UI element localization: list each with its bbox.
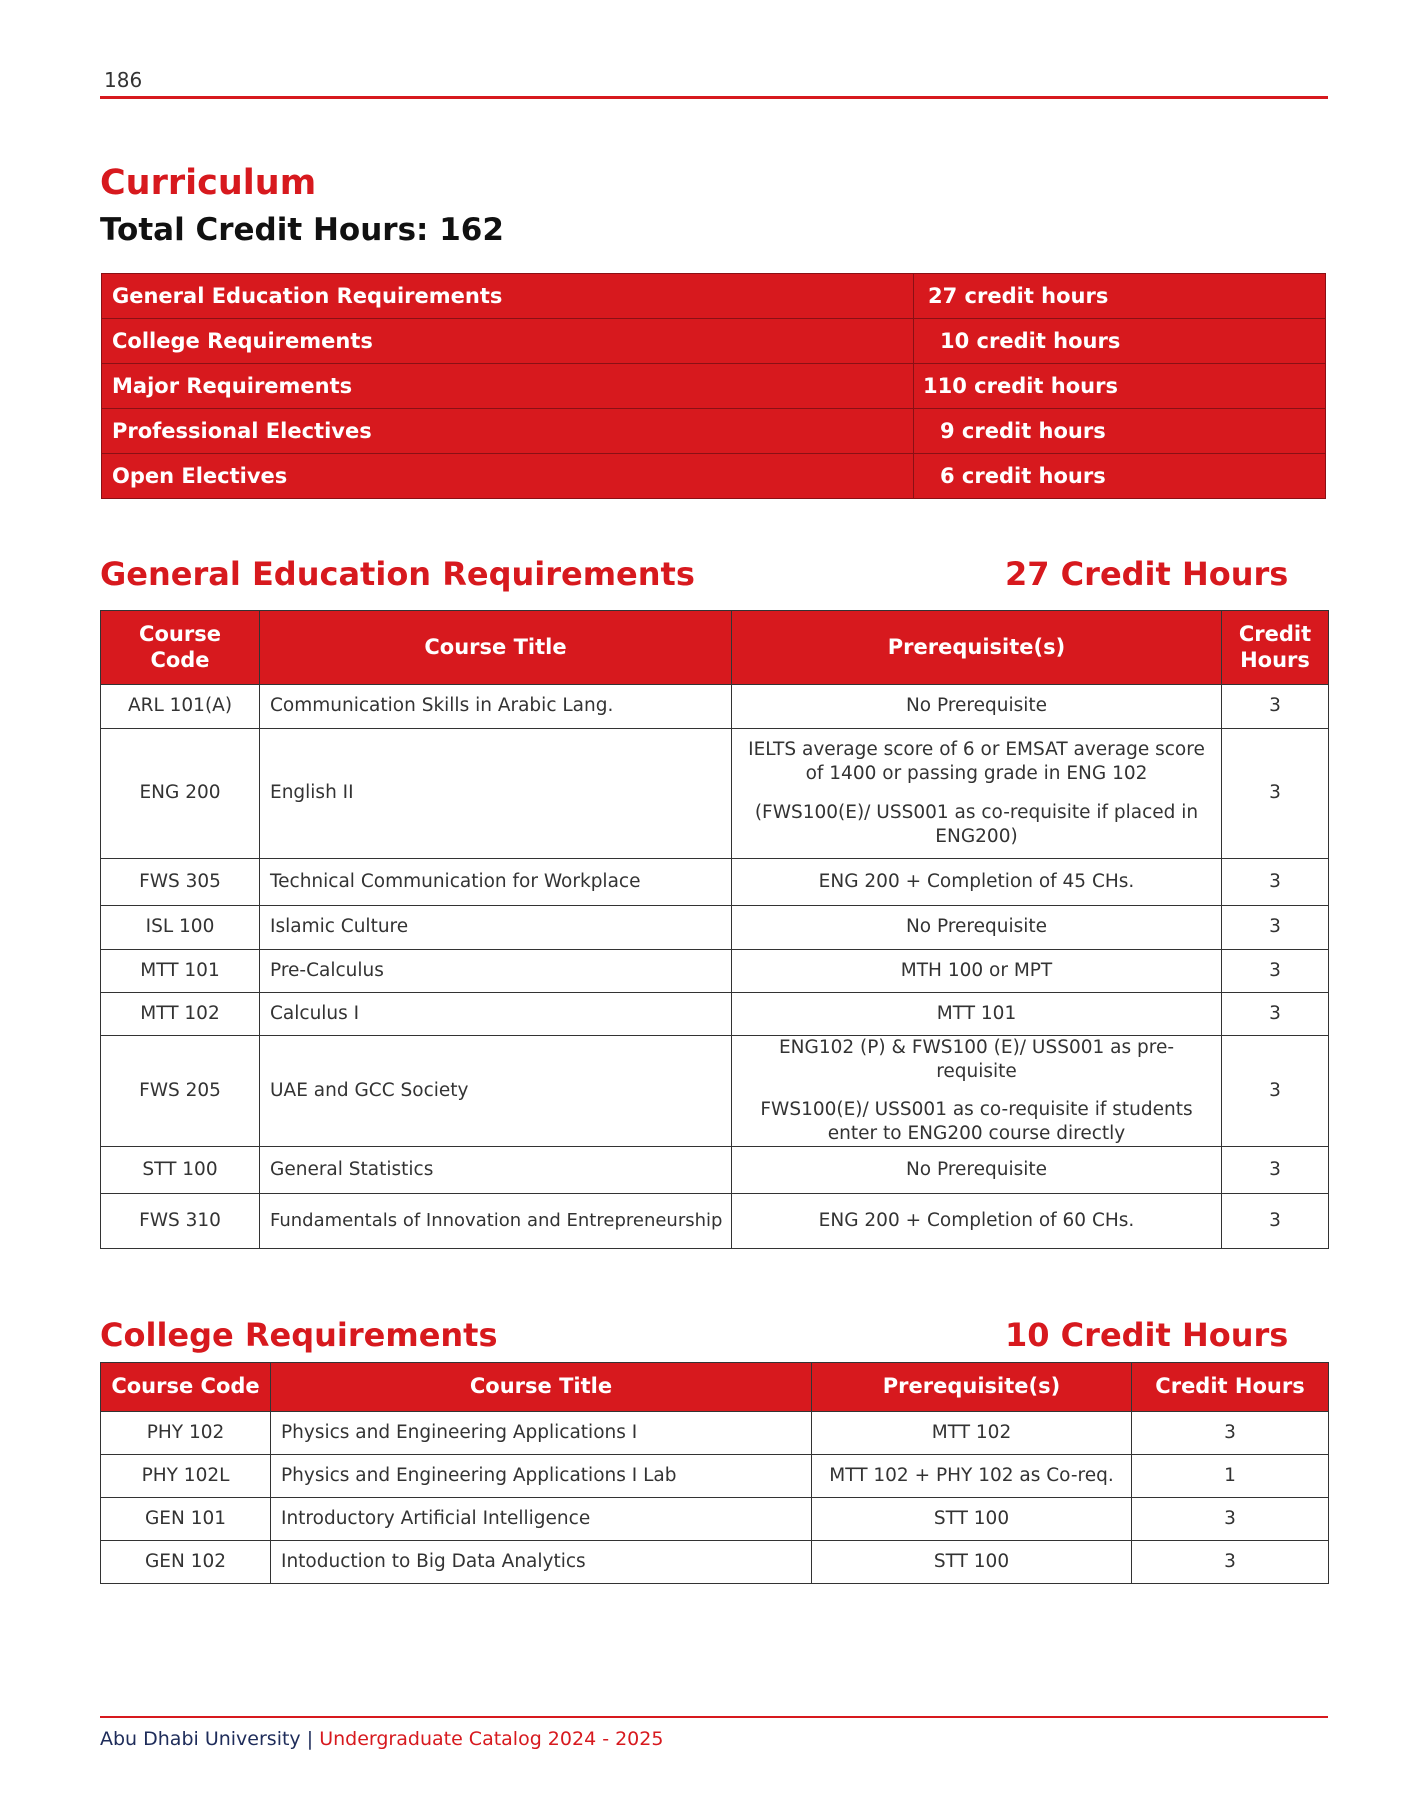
- table-row: [101, 729, 1329, 859]
- footer-university: Abu Dhabi University: [100, 1728, 301, 1750]
- summary-value: 9 credit hours: [914, 409, 1326, 454]
- header-course-title: Course Title: [271, 1363, 812, 1412]
- table-row: [101, 1455, 1329, 1498]
- prerequisite-line: FWS100(E)/ USS001 as co-requisite if students enter to ENG200 course directly: [760, 1099, 1193, 1145]
- credit-hours: 3: [1132, 1412, 1329, 1455]
- credit-hours: 3: [1222, 1036, 1329, 1147]
- table-row: [101, 950, 1329, 993]
- summary-row: [102, 454, 1326, 499]
- summary-label: College Requirements: [102, 319, 914, 364]
- course-title: English II: [260, 729, 732, 859]
- header-credit-hours: Credit Hours: [1222, 611, 1329, 685]
- table-row: [101, 1498, 1329, 1541]
- footer-rule: [100, 1716, 1328, 1718]
- prerequisite: [732, 729, 1222, 859]
- course-code: ISL 100: [101, 906, 260, 950]
- credit-hours: 3: [1222, 906, 1329, 950]
- summary-label: Open Electives: [102, 454, 914, 499]
- course-code: FWS 205: [101, 1036, 260, 1147]
- table-row: [101, 859, 1329, 906]
- prerequisite: MTT 101: [732, 993, 1222, 1036]
- course-title: UAE and GCC Society: [260, 1036, 732, 1147]
- course-title: Physics and Engineering Applications I: [271, 1412, 812, 1455]
- credit-hours: 3: [1222, 1194, 1329, 1249]
- summary-value: 27 credit hours: [914, 274, 1326, 319]
- college-credit-hours: 10 Credit Hours: [1005, 1316, 1289, 1354]
- footer-catalog: Undergraduate Catalog 2024 - 2025: [319, 1728, 664, 1750]
- credit-hours: 3: [1222, 1147, 1329, 1194]
- header-course-code: Course Code: [101, 1363, 271, 1412]
- course-title: Introductory Artificial Intelligence: [271, 1498, 812, 1541]
- summary-value: 110 credit hours: [914, 364, 1326, 409]
- course-title: Intoduction to Big Data Analytics: [271, 1541, 812, 1584]
- summary-row: [102, 364, 1326, 409]
- prerequisite: [732, 1036, 1222, 1147]
- table-row: [101, 1194, 1329, 1249]
- course-code: FWS 310: [101, 1194, 260, 1249]
- summary-row: [102, 274, 1326, 319]
- summary-row: [102, 409, 1326, 454]
- course-title: Fundamentals of Innovation and Entrepreneurship: [260, 1194, 732, 1249]
- credit-hours: 3: [1222, 859, 1329, 906]
- course-code: PHY 102: [101, 1412, 271, 1455]
- course-title: Pre-Calculus: [260, 950, 732, 993]
- prerequisite: MTT 102: [812, 1412, 1132, 1455]
- course-code: MTT 102: [101, 993, 260, 1036]
- header-rule: [100, 96, 1328, 99]
- prerequisite: ENG 200 + Completion of 60 CHs.: [732, 1194, 1222, 1249]
- footer: [100, 1728, 663, 1750]
- prerequisite: No Prerequisite: [732, 1147, 1222, 1194]
- course-title: Calculus I: [260, 993, 732, 1036]
- header-prerequisites: Prerequisite(s): [812, 1363, 1132, 1412]
- course-code: FWS 305: [101, 859, 260, 906]
- table-row: [101, 993, 1329, 1036]
- course-title: Communication Skills in Arabic Lang.: [260, 685, 732, 729]
- summary-label: Major Requirements: [102, 364, 914, 409]
- table-row: [101, 906, 1329, 950]
- credit-hours: 3: [1132, 1498, 1329, 1541]
- prerequisite-line: ENG102 (P) & FWS100 (E)/ USS001 as pre-requisite: [778, 1037, 1174, 1083]
- summary-label: Professional Electives: [102, 409, 914, 454]
- course-title: Physics and Engineering Applications I Lab: [271, 1455, 812, 1498]
- credit-hours: 3: [1222, 729, 1329, 859]
- credit-hours: 1: [1132, 1455, 1329, 1498]
- table-row: [101, 685, 1329, 729]
- table-row: [101, 1147, 1329, 1194]
- gen-ed-credit-hours: 27 Credit Hours: [1005, 555, 1289, 593]
- total-credit-hours: Total Credit Hours: 162: [100, 212, 504, 248]
- prerequisite: MTT 102 + PHY 102 as Co-req.: [812, 1455, 1132, 1498]
- summary-value: 6 credit hours: [914, 454, 1326, 499]
- course-title: Technical Communication for Workplace: [260, 859, 732, 906]
- prerequisite: No Prerequisite: [732, 685, 1222, 729]
- course-title: General Statistics: [260, 1147, 732, 1194]
- course-code: GEN 101: [101, 1498, 271, 1541]
- header-credit-hours: Credit Hours: [1132, 1363, 1329, 1412]
- page-title: Curriculum: [100, 163, 317, 203]
- prerequisite-line: (FWS100(E)/ USS001 as co-requisite if placed in ENG200): [754, 801, 1199, 847]
- summary-value: 10 credit hours: [914, 319, 1326, 364]
- course-code: STT 100: [101, 1147, 260, 1194]
- course-title: Islamic Culture: [260, 906, 732, 950]
- college-table: [100, 1362, 1329, 1584]
- credit-hours: 3: [1222, 993, 1329, 1036]
- table-header-row: [101, 611, 1329, 685]
- prerequisite-line: IELTS average score of 6 or EMSAT average score of 1400 or passing grade in ENG 102: [748, 739, 1205, 785]
- summary-row: [102, 319, 1326, 364]
- prerequisite: No Prerequisite: [732, 906, 1222, 950]
- credit-hours: 3: [1132, 1541, 1329, 1584]
- credit-hours: 3: [1222, 950, 1329, 993]
- credit-summary-table: [101, 273, 1326, 499]
- course-code: ENG 200: [101, 729, 260, 859]
- footer-separator: |: [306, 1728, 314, 1750]
- course-code: GEN 102: [101, 1541, 271, 1584]
- summary-label: General Education Requirements: [102, 274, 914, 319]
- prerequisite: STT 100: [812, 1541, 1132, 1584]
- prerequisite: STT 100: [812, 1498, 1132, 1541]
- course-code: MTT 101: [101, 950, 260, 993]
- course-code: PHY 102L: [101, 1455, 271, 1498]
- credit-hours: 3: [1222, 685, 1329, 729]
- table-row: [101, 1036, 1329, 1147]
- table-row: [101, 1412, 1329, 1455]
- college-section-title: College Requirements: [100, 1316, 498, 1354]
- gen-ed-section-title: General Education Requirements: [100, 555, 695, 593]
- prerequisite: MTH 100 or MPT: [732, 950, 1222, 993]
- table-row: [101, 1541, 1329, 1584]
- table-header-row: [101, 1363, 1329, 1412]
- page-number: 186: [104, 68, 143, 92]
- header-course-title: Course Title: [260, 611, 732, 685]
- gen-ed-table: [100, 610, 1329, 1249]
- course-code: ARL 101(A): [101, 685, 260, 729]
- prerequisite: ENG 200 + Completion of 45 CHs.: [732, 859, 1222, 906]
- header-prerequisites: Prerequisite(s): [732, 611, 1222, 685]
- header-course-code: Course Code: [101, 611, 260, 685]
